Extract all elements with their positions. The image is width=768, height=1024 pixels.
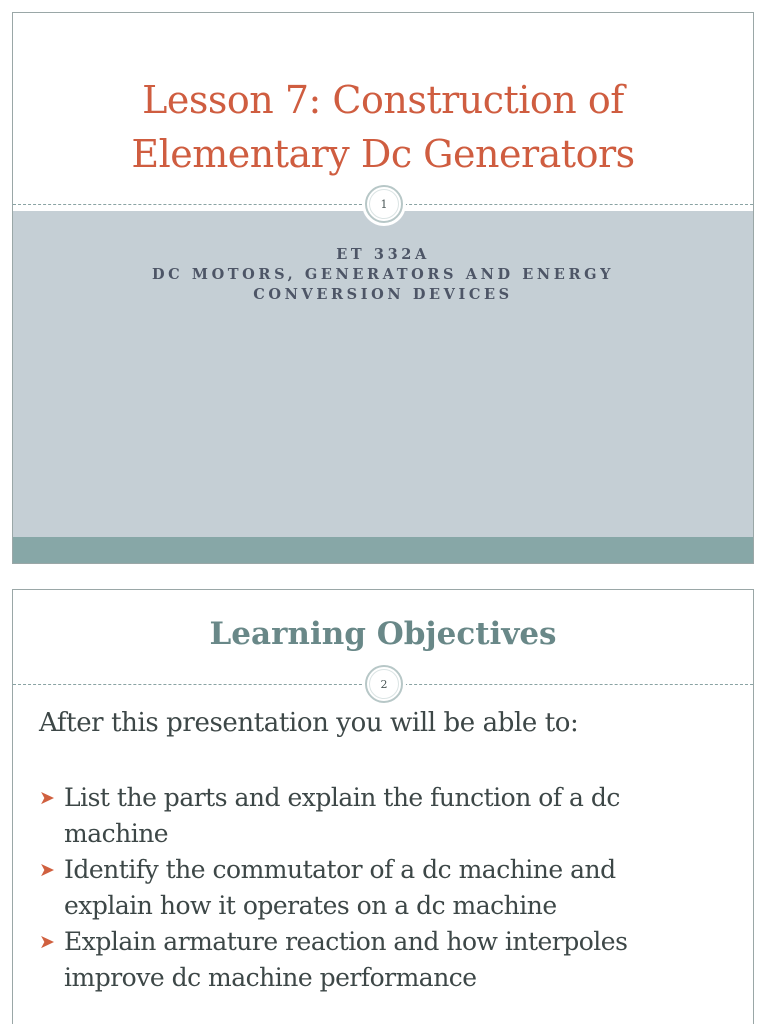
- objective-line-2: improve dc machine performance: [64, 963, 477, 992]
- slide-number-badge: [365, 185, 403, 223]
- objective-item: [39, 852, 729, 924]
- chevron-right-icon: ➤: [39, 859, 55, 881]
- objective-line-1: Identify the commutator of a dc machine and: [64, 855, 616, 884]
- intro-text: After this presentation you will be able to:: [39, 708, 579, 738]
- slide-2: [12, 589, 754, 1024]
- subtitle-line-2: DC MOTORS, GENERATORS AND ENERGY: [151, 266, 615, 283]
- slide-number: 2: [380, 677, 388, 691]
- title-line-2: Elementary Dc Generators: [131, 132, 635, 176]
- slide-subtitle: [13, 245, 753, 305]
- objective-line-1: List the parts and explain the function of a dc: [64, 783, 620, 812]
- objective-item: [39, 924, 729, 996]
- title-line-1: Lesson 7: Construction of: [142, 78, 624, 122]
- objectives-list: [39, 780, 729, 996]
- objective-line-2: machine: [64, 819, 169, 848]
- slide-number: 1: [380, 197, 388, 211]
- objective-item: [39, 780, 729, 852]
- subtitle-line-3: CONVERSION DEVICES: [253, 286, 513, 303]
- slide-title: Learning Objectives: [209, 616, 557, 652]
- chevron-right-icon: ➤: [39, 931, 55, 953]
- chevron-right-icon: ➤: [39, 787, 55, 809]
- objective-line-1: Explain armature reaction and how interpoles: [64, 927, 628, 956]
- slide-number-badge: [365, 665, 403, 703]
- footer-bar: [13, 537, 753, 564]
- objective-line-2: explain how it operates on a dc machine: [64, 891, 557, 920]
- slide-title: [13, 73, 753, 181]
- subtitle-line-1: ET 332A: [336, 246, 430, 263]
- slide-1: [12, 12, 754, 564]
